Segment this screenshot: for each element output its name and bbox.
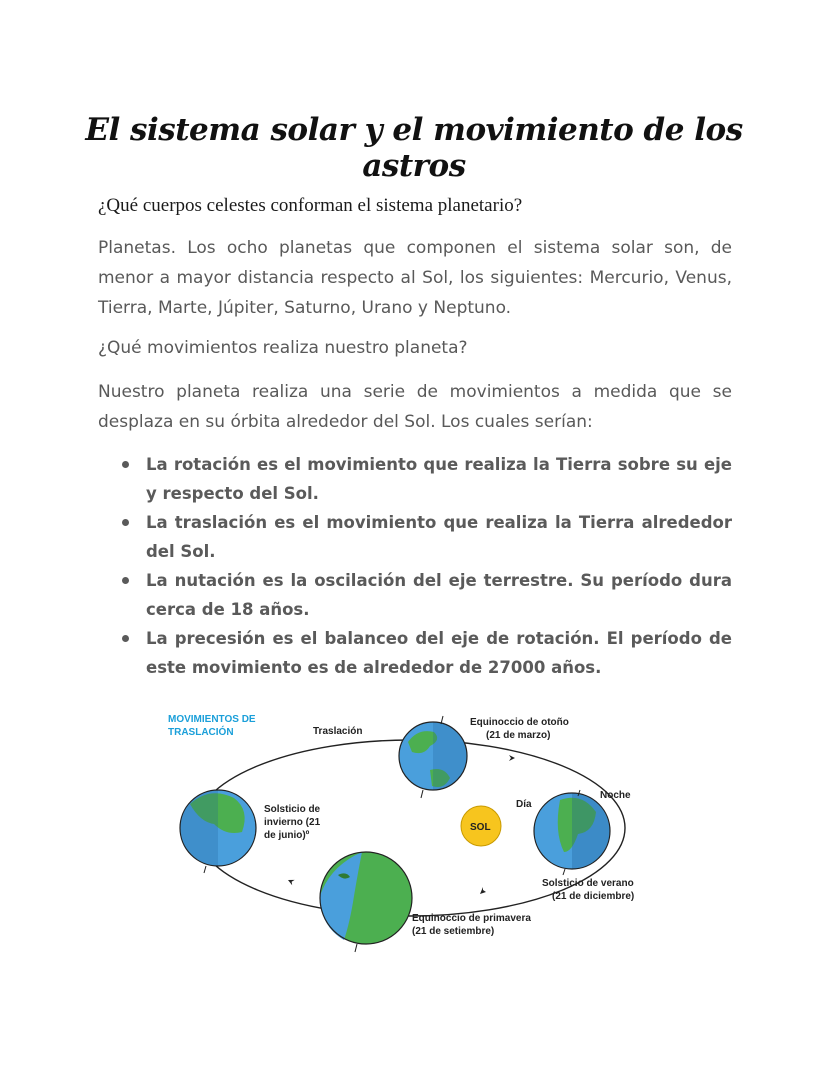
earth-summer-icon xyxy=(534,790,610,875)
sun-label: SOL xyxy=(470,822,491,833)
question-celestial-bodies: ¿Qué cuerpos celestes conforman el sistema planetario? xyxy=(98,195,523,216)
page-title: El sistema solar y el movimiento de los astros xyxy=(85,112,743,184)
day-label: Día xyxy=(516,799,532,810)
translation-diagram xyxy=(160,700,660,960)
spring-equinox-date: (21 de setiembre) xyxy=(412,926,495,937)
list-item-text: La precesión es el balanceo del eje de rotación. El período de este movimiento es de alrededor de 27000 años. xyxy=(146,629,732,677)
list-item-precession xyxy=(118,624,732,682)
bullet-icon xyxy=(122,461,129,468)
earth-spring-icon xyxy=(320,852,412,952)
orbit-diagram-svg xyxy=(160,700,660,960)
paragraph-movements: Nuestro planeta realiza una serie de movimientos a medida que se desplaza en su órbita alrededor del Sol. Los cuales serían: xyxy=(98,382,732,432)
earth-autumn-icon xyxy=(399,716,467,798)
summer-solstice-date: (21 de diciembre) xyxy=(552,891,635,902)
winter-solstice-date: de junio)º xyxy=(264,830,310,841)
question-movements: ¿Qué movimientos realiza nuestro planeta? xyxy=(98,338,468,358)
bullet-icon xyxy=(122,635,129,642)
figure-heading: TRASLACIÓN xyxy=(168,727,234,738)
list-item-text: La rotación es el movimiento que realiza la Tierra sobre su eje y respecto del Sol. xyxy=(146,455,732,503)
bullet-icon xyxy=(122,577,129,584)
earth-winter-icon xyxy=(180,790,256,873)
movements-list xyxy=(118,450,732,682)
winter-solstice-label: Solsticio de xyxy=(264,804,321,815)
orbit-arrow-icon xyxy=(480,887,486,894)
night-label: Noche xyxy=(600,790,631,801)
list-item-nutation xyxy=(118,566,732,624)
orbit-arrow-icon xyxy=(509,755,515,761)
bullet-icon xyxy=(122,519,129,526)
paragraph-planets: Planetas. Los ocho planetas que componen el sistema solar son, de menor a mayor distancia respecto al Sol, los siguientes: Mercurio, Venus, Tierra, Marte, Júpiter, Saturno, Urano y Neptuno. xyxy=(98,238,732,318)
autumn-equinox-label: Equinoccio de otoño xyxy=(470,717,569,728)
summer-solstice-label: Solsticio de verano xyxy=(542,878,634,889)
winter-solstice-label: invierno (21 xyxy=(264,817,321,828)
orbit-arrow-icon xyxy=(287,877,295,885)
spring-equinox-label: Equinoccio de primavera xyxy=(412,913,531,924)
list-item-text: La traslación es el movimiento que realiza la Tierra alrededor del Sol. xyxy=(146,513,732,561)
list-item-text: La nutación es la oscilación del eje terrestre. Su período dura cerca de 18 años. xyxy=(146,571,732,619)
list-item-rotation xyxy=(118,450,732,508)
translation-label: Traslación xyxy=(313,726,363,737)
figure-heading: MOVIMIENTOS DE xyxy=(168,714,256,725)
autumn-equinox-date: (21 de marzo) xyxy=(486,730,551,741)
list-item-translation xyxy=(118,508,732,566)
